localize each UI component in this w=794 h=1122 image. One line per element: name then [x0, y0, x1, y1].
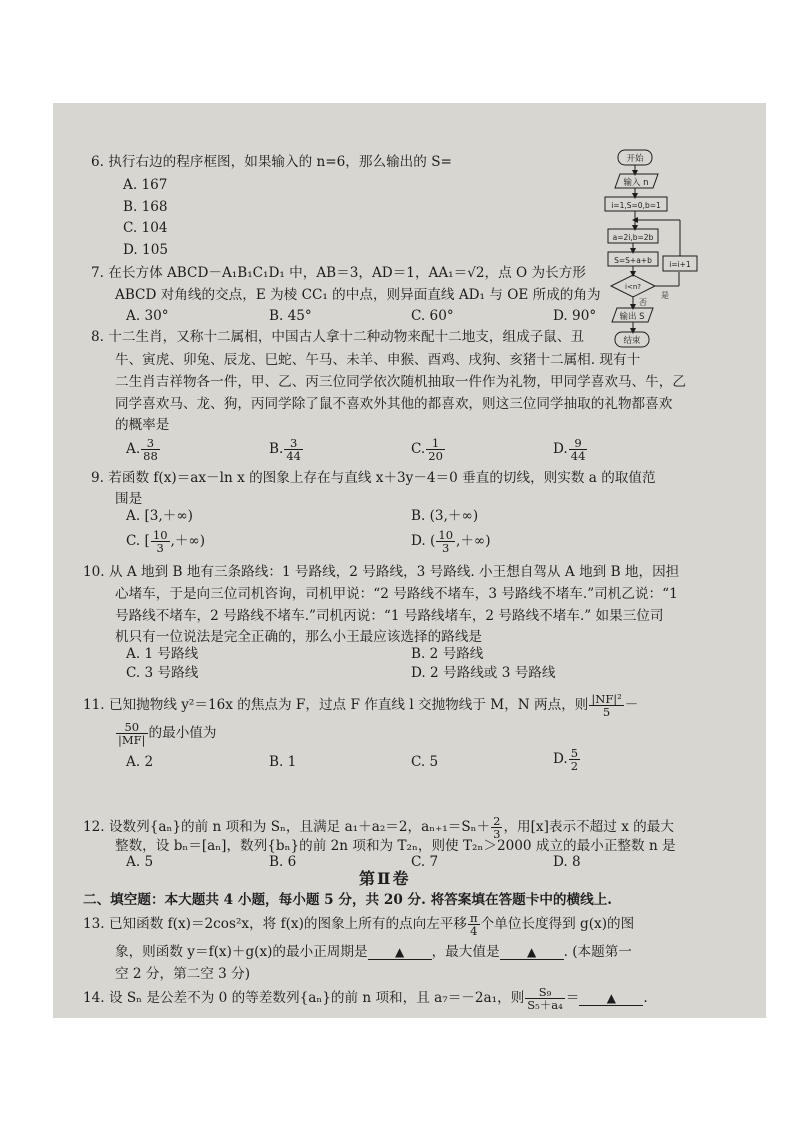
- exam-paper: [53, 103, 766, 1018]
- flow-update-s-text: S=S+a+b: [614, 256, 652, 265]
- q13-line-2: 象，则函数 y＝f(x)＋g(x)的最小正周期是 ▲ ，最大值是 ▲ . (本题第一: [115, 944, 632, 960]
- q10-line-2: 心堵车，于是向三位司机咨询，司机甲说：“2 号路线不堵车，3 号路线不堵车.”司机乙说：“1: [115, 586, 678, 602]
- q10-option-b: B. 2 号路线: [411, 646, 484, 662]
- q13-line-1: 13. 已知函数 f(x)＝2cos²x，将 f(x)的图象上所有的点向左平移 $\frac{\pi}{4}$ 个单位长度得到 g(x)的图: [83, 911, 635, 938]
- q9-line-1: 9. 若函数 f(x)＝ax－ln x 的图象上存在与直线 x＋3y－4＝0 垂直的切线，则实数 a 的取值范: [91, 470, 656, 486]
- q11-option-d: D. $\frac{5}{2}$: [553, 746, 579, 773]
- q7-option-c: C. 60°: [411, 308, 454, 324]
- q12-option-d: D. 8: [553, 854, 581, 870]
- q7-line-2: ABCD 对角线的交点，E 为棱 CC₁ 的中点，则异面直线 AD₁ 与 OE 所成的角为: [115, 287, 601, 303]
- flow-input-text: 输入 n: [623, 178, 649, 188]
- q7-option-b: B. 45°: [269, 308, 312, 324]
- program-flowchart: [603, 148, 703, 358]
- flow-increment-text: i=i+1: [669, 260, 691, 269]
- q6-option-c: C. 104: [123, 220, 168, 236]
- flow-end-text: 结束: [623, 336, 641, 346]
- q10-option-a: A. 1 号路线: [126, 646, 199, 662]
- q8-line-2: 牛、寅虎、卯兔、辰龙、巳蛇、午马、未羊、申猴、酉鸡、戌狗、亥猪十二属相. 现有十: [115, 352, 641, 368]
- flow-init-text: i=1,S=0,b=1: [611, 201, 661, 210]
- q8-option-c: C. $\frac{1}{20}$: [411, 436, 443, 463]
- q12-line-1: 12. 设数列{aₙ}的前 n 项和为 Sₙ，且满足 a₁＋a₂＝2，aₙ₊₁＝Sₙ＋ $\frac{2}{3}$ ，用[x]表示不超过 x 的最大: [83, 814, 674, 841]
- part-2-heading: 第Ⅱ卷: [359, 869, 411, 888]
- q6-option-a: A. 167: [123, 177, 168, 193]
- q12-option-b: B. 6: [269, 854, 297, 870]
- flow-output-text: 输出 S: [619, 312, 645, 322]
- q13-line-3: 空 2 分，第二空 3 分): [115, 966, 251, 982]
- q10-option-c: C. 3 号路线: [126, 665, 199, 681]
- fill-in-section-header: 二、填空题：本大题共 4 小题，每小题 5 分，共 20 分. 将答案填在答题卡中的横线上.: [83, 892, 613, 908]
- q10-line-1: 10. 从 A 地到 B 地有三条路线：1 号路线，2 号路线，3 号路线. 小王想自驾从 A 地到 B 地，因担: [83, 564, 680, 580]
- flow-yes-text: 是: [661, 291, 669, 300]
- q13-blank-1[interactable]: ▲: [368, 945, 432, 960]
- q7-option-d: D. 90°: [553, 308, 597, 324]
- q10-line-3: 号路线不堵车，2 号路线不堵车.”司机丙说：“1 号路线堵车，2 号路线不堵车.” 如果三位司: [115, 608, 664, 624]
- q13-blank-2[interactable]: ▲: [500, 945, 564, 960]
- q6-option-b: B. 168: [123, 199, 168, 215]
- q11-line-2: $\frac{50}{|MF|}$ 的最小值为: [118, 720, 217, 747]
- flow-start-text: 开始: [626, 154, 644, 164]
- flow-condition-text: i<n?: [625, 283, 641, 291]
- q8-line-1: 8. 十二生肖，又称十二属相，中国古人拿十二种动物来配十二地支，组成子鼠、丑: [91, 329, 585, 345]
- q9-line-2: 围是: [115, 491, 143, 507]
- q11-option-a: A. 2: [126, 754, 154, 770]
- q9-option-d: D. ( $\frac{10}{3}$ ,＋∞): [411, 528, 491, 555]
- flow-no-text: 否: [639, 298, 647, 307]
- q8-line-4: 同学喜欢马、龙、狗，丙同学除了鼠不喜欢外其他的都喜欢，则这三位同学抽取的礼物都喜欢: [115, 396, 673, 412]
- q6-option-d: D. 105: [123, 242, 169, 258]
- q11-option-b: B. 1: [269, 754, 297, 770]
- q10-line-4: 机只有一位说法是完全正确的，那么小王最应该选择的路线是: [115, 629, 483, 645]
- q6-stem: 6. 执行右边的程序框图，如果输入的 n=6，那么输出的 S=: [91, 154, 452, 170]
- q12-line-2: 整数，设 bₙ＝[aₙ]，数列{bₙ}的前 2n 项和为 T₂ₙ，则使 T₂ₙ＞2000 成立的最小正整数 n 是: [115, 838, 676, 854]
- q12-option-a: A. 5: [126, 854, 154, 870]
- q12-option-c: C. 7: [411, 854, 439, 870]
- q9-option-b: B. (3,＋∞): [411, 508, 479, 524]
- q11-line-1: 11. 已知抛物线 y²＝16x 的焦点为 F，过点 F 作直线 l 交抛物线于 M，N 两点，则 $\frac{\text{|NF|²}}{5}$ －: [83, 692, 639, 719]
- q9-option-c: C. [ $\frac{10}{3}$ ,＋∞): [126, 528, 206, 555]
- q14-blank[interactable]: ▲: [579, 991, 643, 1006]
- q14-line-1: 14. 设 Sₙ 是公差不为 0 的等差数列{aₙ}的前 n 项和，且 a₇＝－2a₁，则 $\frac{\text{S₉}}{\text{S₅＋a₄}}$ ＝ ▲ .: [83, 985, 648, 1012]
- q8-option-d: D. $\frac{9}{44}$: [553, 436, 586, 463]
- q10-option-d: D. 2 号路线或 3 号路线: [411, 665, 556, 681]
- q8-option-a: A. $\frac{3}{88}$: [126, 436, 158, 463]
- q8-line-5: 的概率是: [115, 417, 170, 433]
- q8-line-3: 二生肖吉祥物各一件，甲、乙、丙三位同学依次随机抽取一件作为礼物，甲同学喜欢马、牛，乙: [115, 374, 686, 390]
- q11-option-c: C. 5: [411, 754, 439, 770]
- q7-option-a: A. 30°: [126, 308, 169, 324]
- q7-line-1: 7. 在长方体 ABCD－A₁B₁C₁D₁ 中，AB＝3，AD＝1，AA₁＝√2，点 O 为长方形: [91, 265, 586, 281]
- q8-option-b: B. $\frac{3}{44}$: [269, 436, 301, 463]
- flow-update-ab-text: a=2i,b=2b: [612, 233, 654, 242]
- q9-option-a: A. [3,＋∞): [126, 508, 193, 524]
